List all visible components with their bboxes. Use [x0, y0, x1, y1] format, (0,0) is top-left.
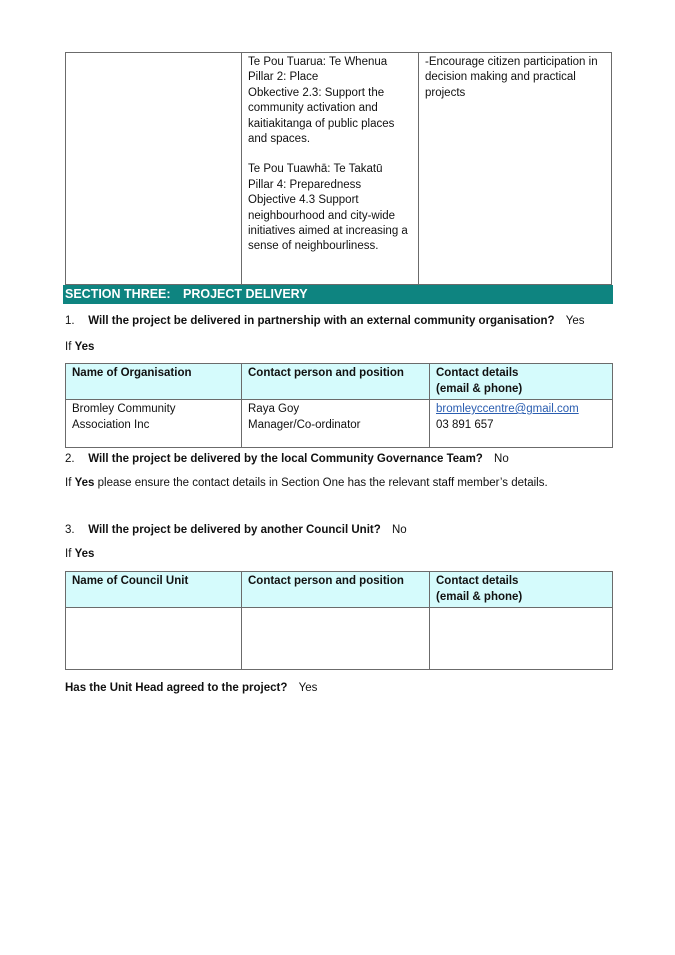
text-line: and spaces.: [248, 133, 311, 146]
question-2: [65, 453, 509, 465]
section-heading: [63, 285, 613, 304]
column-header: Contact person and position: [242, 572, 430, 608]
text-line: kaitiakitanga of public places: [248, 117, 395, 130]
table-row: [66, 400, 613, 448]
text-line: Objective 4.3 Support: [248, 194, 359, 207]
question-answer: No: [391, 524, 407, 536]
text-line: Te Pou Tuawhā: Te Takatū: [248, 163, 383, 176]
question-text: Will the project be delivered by the local Community Governance Team?: [88, 453, 483, 465]
if-yes-label: [65, 548, 94, 560]
question-answer: Yes: [298, 682, 318, 694]
text-line: Te Pou Tuarua: Te Whenua: [248, 56, 388, 68]
column-header: Contact person and position: [242, 364, 430, 400]
column-header: Name of Council Unit: [66, 572, 242, 608]
if-yes-bold: Yes: [74, 341, 95, 353]
text-line: decision making and practical: [425, 71, 576, 84]
empty-cell: [66, 608, 242, 670]
table-row: [66, 608, 613, 670]
text-line: Pillar 2: Place: [248, 71, 319, 84]
contact-person-cell: Raya Goy Manager/Co-ordinator: [242, 400, 430, 448]
phone-number: 03 891 657: [436, 418, 494, 431]
strategy-outcomes-cell: [419, 53, 611, 284]
question-number: 2.: [65, 453, 75, 465]
text-line: Pillar 4: Preparedness: [248, 178, 362, 191]
text-line: community activation and: [248, 102, 378, 115]
text-line: -Encourage citizen participation in: [425, 56, 598, 68]
question-answer: Yes: [565, 315, 585, 327]
table-header-row: [66, 364, 613, 400]
question-2-note: [65, 477, 548, 489]
unit-head-question: [65, 682, 317, 694]
if-yes-label: [65, 341, 94, 353]
text-line: sense of neighbourliness.: [248, 240, 379, 253]
strategy-objectives-cell: [242, 53, 419, 284]
if-prefix: If: [65, 341, 72, 353]
note-bold: Yes: [74, 477, 95, 489]
question-1: [65, 315, 585, 327]
section-title: PROJECT DELIVERY: [183, 287, 308, 301]
contact-details-cell: [430, 400, 613, 448]
column-header: Name of Organisation: [66, 364, 242, 400]
if-prefix: If: [65, 548, 72, 560]
question-3: [65, 524, 407, 536]
strategy-table-empty-cell: [66, 53, 242, 284]
strategy-table: [65, 52, 612, 285]
question-number: 1.: [65, 315, 75, 327]
organisation-name-cell: Bromley Community Association Inc: [66, 400, 242, 448]
column-header: Contact details (email & phone): [430, 572, 613, 608]
question-answer: No: [494, 453, 509, 465]
question-text: Has the Unit Head agreed to the project?: [65, 682, 288, 694]
question-text: Will the project be delivered in partnership with an external community organisation?: [88, 315, 555, 327]
email-link[interactable]: bromleyccentre@gmail.com: [436, 403, 579, 415]
question-number: 3.: [65, 524, 75, 536]
table-header-row: [66, 572, 613, 608]
note-text: please ensure the contact details in Section One has the relevant staff member’s details.: [97, 477, 548, 489]
question-text: Will the project be delivered by another Council Unit?: [88, 524, 381, 536]
text-line: initiatives aimed at increasing a: [248, 225, 408, 238]
section-label: SECTION THREE:: [65, 287, 171, 301]
if-yes-bold: Yes: [74, 548, 95, 560]
text-line: projects: [425, 86, 466, 99]
note-prefix: If: [65, 477, 72, 489]
text-line: neighbourhood and city-wide: [248, 209, 396, 222]
column-header: Contact details (email & phone): [430, 364, 613, 400]
council-unit-table: [65, 571, 613, 670]
empty-cell: [242, 608, 430, 670]
organisation-table: [65, 363, 613, 448]
text-line: Obkective 2.3: Support the: [248, 86, 385, 99]
empty-cell: [430, 608, 613, 670]
